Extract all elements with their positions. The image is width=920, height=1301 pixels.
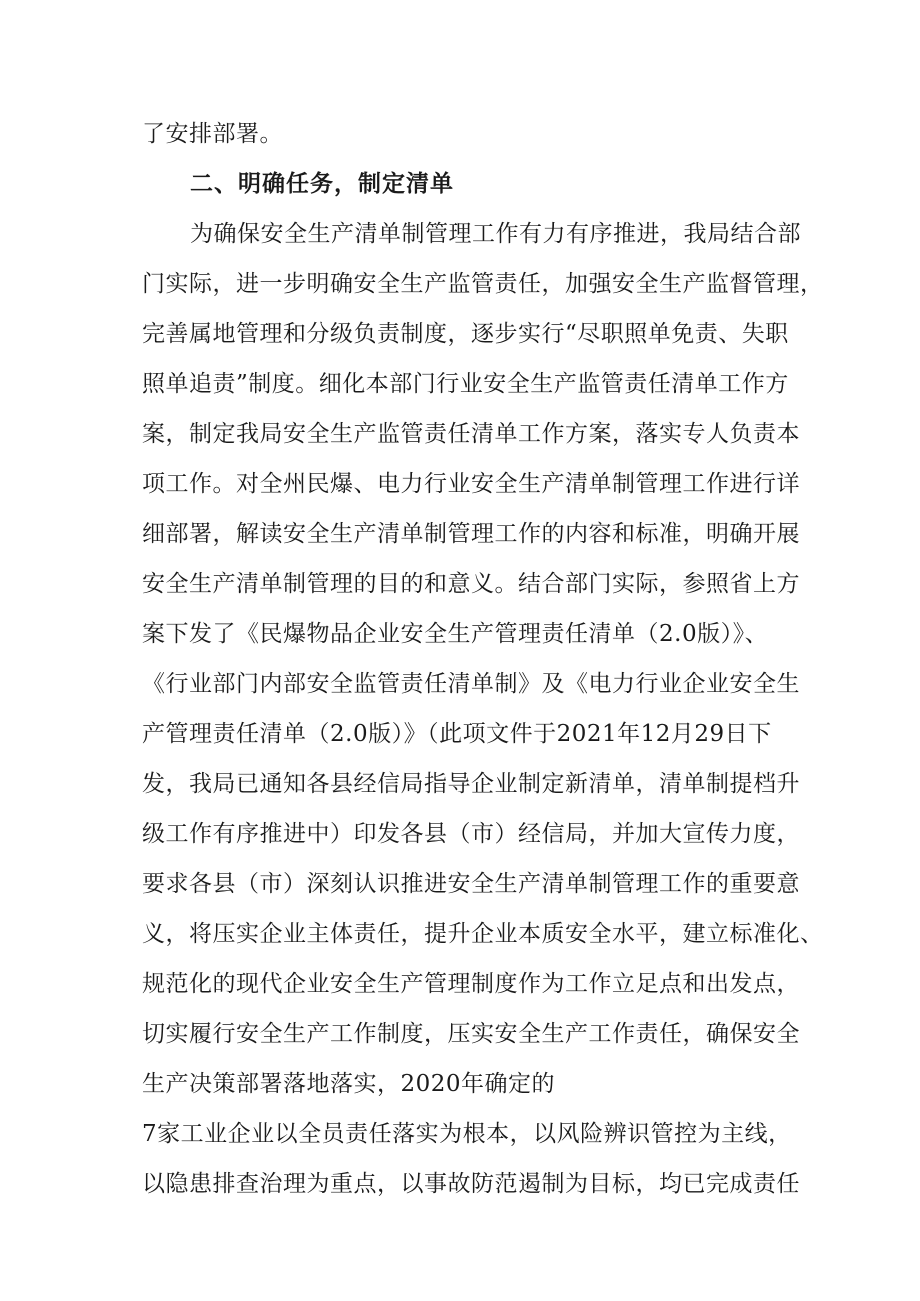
paragraph-line: 细部署，解读安全生产清单制管理工作的内容和标准，明确开展	[142, 521, 800, 547]
section-heading: 二、明确任务，制定清单	[190, 171, 454, 197]
paragraph-line: 完善属地管理和分级负责制度，逐步实行“尽职照单免责、失职	[142, 321, 789, 347]
paragraph-line: 规范化的现代企业安全生产管理制度作为工作立足点和出发点，	[142, 971, 800, 997]
paragraph-line: 生产决策部署落地落实，2020年确定的	[142, 1071, 556, 1097]
paragraph-line: 7家工业企业以全员责任落实为根本，以风险辨识管控为主线，	[142, 1121, 792, 1147]
paragraph-line: 发，我局已通知各县经信局指导企业制定新清单，清单制提档升	[142, 771, 800, 797]
paragraph-line: 了安排部署。	[142, 121, 283, 147]
paragraph-line: 案下发了《民爆物品企业安全生产管理责任清单（2.0版）》、	[142, 621, 769, 647]
paragraph-line: 义，将压实企业主体责任，提升企业本质安全水平，建立标准化、	[142, 921, 824, 947]
paragraph-line: 《行业部门内部安全监管责任清单制》及《电力行业企业安全生	[142, 671, 800, 697]
paragraph-line: 为确保安全生产清单制管理工作有力有序推进，我局结合部	[190, 221, 801, 247]
paragraph-line: 级工作有序推进中）印发各县（市）经信局，并加大宣传力度，	[142, 821, 800, 847]
paragraph-line: 安全生产清单制管理的目的和意义。结合部门实际，参照省上方	[142, 571, 800, 597]
paragraph-line: 切实履行安全生产工作制度，压实安全生产工作责任，确保安全	[142, 1021, 800, 1047]
paragraph-line: 案，制定我局安全生产监管责任清单工作方案，落实专人负责本	[142, 421, 800, 447]
paragraph-line: 要求各县（市）深刻认识推进安全生产清单制管理工作的重要意	[142, 871, 800, 897]
paragraph-line: 以隐患排查治理为重点，以事故防范遏制为目标，均已完成责任	[142, 1171, 800, 1197]
paragraph-line: 照单追责”制度。细化本部门行业安全生产监管责任清单工作方	[142, 371, 789, 397]
paragraph-line: 产管理责任清单（2.0版）》（此项文件于2021年12月29日下	[142, 721, 772, 747]
paragraph-line: 门实际，进一步明确安全生产监管责任，加强安全生产监督管理，	[142, 271, 824, 297]
paragraph-line: 项工作。对全州民爆、电力行业安全生产清单制管理工作进行详	[142, 471, 800, 497]
